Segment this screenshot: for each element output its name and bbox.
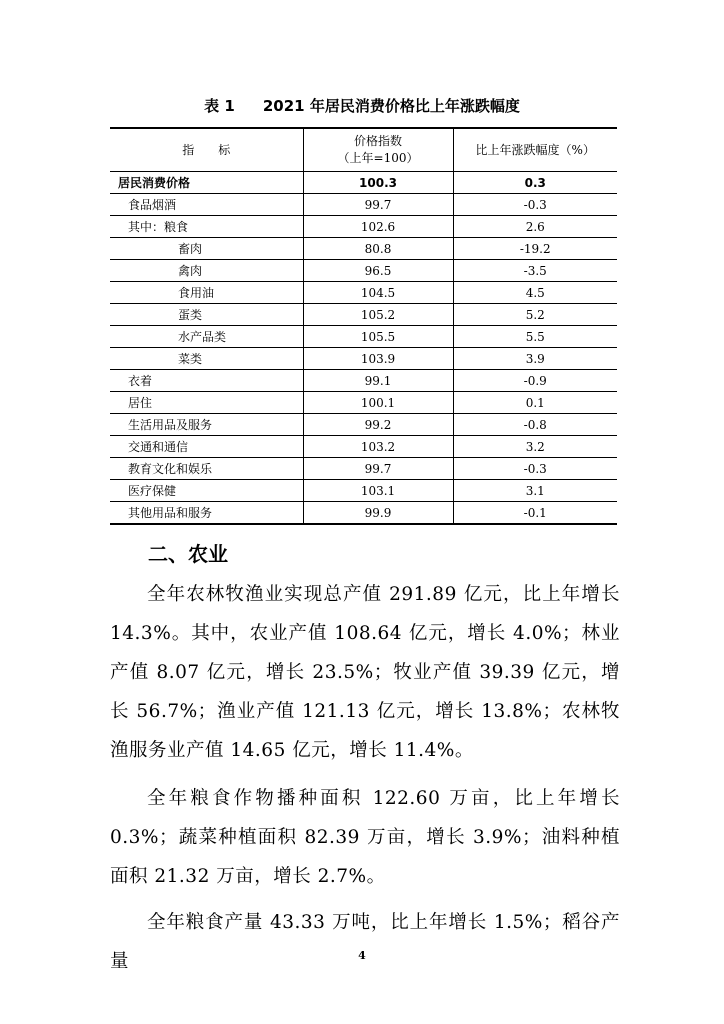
table-row xyxy=(110,436,617,458)
paragraph-agriculture-output: 全年农林牧渔业实现总产值 291.89 亿元，比上年增长 14.3%。其中，农业产值 108.64 亿元，增长 4.0%；林业产值 8.07 亿元，增长 23.5%；牧业产值 39.39 亿元，增长 56.7%；渔业产值 121.13 亿元，增长 13.8%；农林牧渔服务业产值 14.65 亿元，增长 11.4%。 xyxy=(110,584,620,761)
row-change: 3.9 xyxy=(453,348,617,370)
row-change: -0.3 xyxy=(453,458,617,480)
row-name: 食品烟酒 xyxy=(110,194,303,216)
header-change: 比上年涨跌幅度（%） xyxy=(453,128,617,172)
table-caption: 2021 年居民消费价格比上年涨跌幅度 xyxy=(262,97,520,115)
row-index: 99.7 xyxy=(303,458,453,480)
row-change: -0.8 xyxy=(453,414,617,436)
table-row xyxy=(110,414,617,436)
row-name: 其他用品和服务 xyxy=(110,502,303,525)
row-change: -0.1 xyxy=(453,502,617,525)
table-header-row xyxy=(110,128,617,172)
row-change: -0.9 xyxy=(453,370,617,392)
table-row xyxy=(110,304,617,326)
row-name: 食用油 xyxy=(110,282,303,304)
row-index: 80.8 xyxy=(303,238,453,260)
row-index: 99.9 xyxy=(303,502,453,525)
row-name: 生活用品及服务 xyxy=(110,414,303,436)
row-change: 2.6 xyxy=(453,216,617,238)
row-index: 104.5 xyxy=(303,282,453,304)
row-name: 教育文化和娱乐 xyxy=(110,458,303,480)
row-index: 96.5 xyxy=(303,260,453,282)
row-index: 99.7 xyxy=(303,194,453,216)
table-row xyxy=(110,282,617,304)
row-name: 禽肉 xyxy=(110,260,303,282)
row-name: 其中：粮食 xyxy=(110,216,303,238)
table-row xyxy=(110,326,617,348)
row-change: -3.5 xyxy=(453,260,617,282)
header-price-index xyxy=(303,128,453,172)
row-index: 100.3 xyxy=(303,172,453,194)
table-row xyxy=(110,260,617,282)
table-row xyxy=(110,348,617,370)
row-change: 3.1 xyxy=(453,480,617,502)
header-price-index-line1: 价格指数 xyxy=(353,134,402,148)
row-change: 0.3 xyxy=(453,172,617,194)
row-change: 5.5 xyxy=(453,326,617,348)
table-row xyxy=(110,216,617,238)
table-row xyxy=(110,392,617,414)
row-change: -19.2 xyxy=(453,238,617,260)
row-index: 100.1 xyxy=(303,392,453,414)
table-title xyxy=(0,95,724,117)
row-index: 103.9 xyxy=(303,348,453,370)
row-index: 99.1 xyxy=(303,370,453,392)
row-index: 105.5 xyxy=(303,326,453,348)
paragraph-planting-area: 全年粮食作物播种面积 122.60 万亩，比上年增长 0.3%；蔬菜种植面积 82.39 万亩，增长 3.9%；油料种植面积 21.32 万亩，增长 2.7%。 xyxy=(110,788,620,887)
header-price-index-line2: （上年=100） xyxy=(337,151,419,165)
row-name: 菜类 xyxy=(110,348,303,370)
row-name: 衣着 xyxy=(110,370,303,392)
row-name: 居住 xyxy=(110,392,303,414)
row-change: 3.2 xyxy=(453,436,617,458)
table-label: 表 1 xyxy=(204,97,235,115)
row-name: 医疗保健 xyxy=(110,480,303,502)
table-row xyxy=(110,480,617,502)
row-index: 105.2 xyxy=(303,304,453,326)
row-name: 居民消费价格 xyxy=(110,172,303,194)
table-row xyxy=(110,238,617,260)
row-change: 4.5 xyxy=(453,282,617,304)
page-number: 4 xyxy=(358,949,366,962)
row-change: 5.2 xyxy=(453,304,617,326)
row-name: 蛋类 xyxy=(110,304,303,326)
table-row xyxy=(110,502,617,525)
header-indicator: 指 标 xyxy=(110,128,303,172)
table-row xyxy=(110,458,617,480)
table-row xyxy=(110,370,617,392)
section-heading: 二、农业 xyxy=(148,542,228,566)
paragraph-grain-output: 全年粮食产量 43.33 万吨，比上年增长 1.5%；稻谷产量 xyxy=(110,912,620,972)
row-change: -0.3 xyxy=(453,194,617,216)
row-index: 99.2 xyxy=(303,414,453,436)
row-change: 0.1 xyxy=(453,392,617,414)
row-name: 畜肉 xyxy=(110,238,303,260)
price-index-table xyxy=(110,127,617,525)
row-index: 102.6 xyxy=(303,216,453,238)
row-name: 交通和通信 xyxy=(110,436,303,458)
table-row xyxy=(110,194,617,216)
row-index: 103.2 xyxy=(303,436,453,458)
row-name: 水产品类 xyxy=(110,326,303,348)
table-row xyxy=(110,172,617,194)
row-index: 103.1 xyxy=(303,480,453,502)
